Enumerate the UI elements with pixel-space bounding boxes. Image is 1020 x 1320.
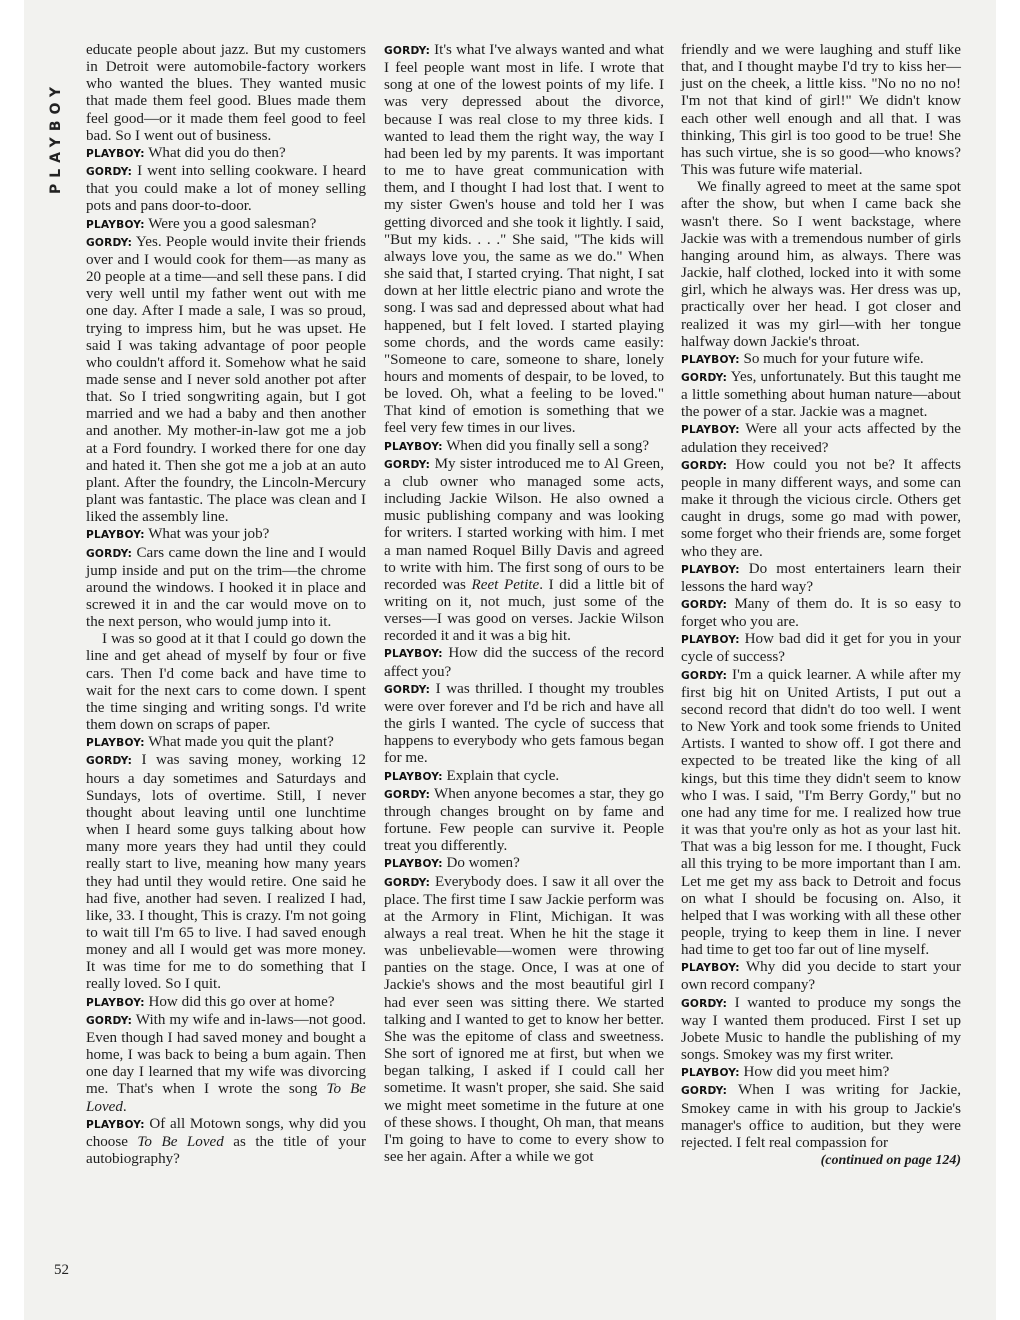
speaker-label: PLAYBOY: <box>681 1067 740 1080</box>
interview-paragraph <box>86 994 366 1012</box>
interview-paragraph <box>681 179 961 351</box>
playboy-masthead: PLAYBOY <box>48 80 64 194</box>
interview-paragraph <box>384 42 664 438</box>
speaker-label: PLAYBOY: <box>384 648 443 661</box>
paragraph-text: How did you meet him? <box>743 1064 890 1081</box>
text-column-1 <box>86 42 366 1168</box>
paragraph-text: How did this go over at home? <box>148 993 335 1010</box>
speaker-label: GORDY: <box>681 997 728 1010</box>
speaker-label: PLAYBOY: <box>86 996 145 1009</box>
interview-paragraph <box>681 1064 961 1082</box>
paragraph-text: I went into selling cookware. I heard that you could make a lot of money selling pots and pans door-to-door. <box>86 163 366 215</box>
paragraph-text: Explain that cycle. <box>446 767 560 784</box>
speaker-label: GORDY: <box>681 1085 728 1098</box>
paragraph-text: Cars came down the line and I would jump inside and put on the trim—the chrome around the windows. I hooked it in place and screwed it in and the car would move on to the next person, who would jump into it. <box>86 544 366 631</box>
speaker-label: GORDY: <box>681 459 728 472</box>
interview-paragraph <box>384 874 664 1167</box>
speaker-label: PLAYBOY: <box>384 858 443 871</box>
paragraph-text: How could you not be? It affects people in many different ways, and some can make it through the vicious circle. Others get caught in drugs, some go mad with power, some forget who their friends are, some forget who they are. <box>681 456 961 560</box>
paragraph-text: Were all your acts affected by the adulation they received? <box>681 421 961 456</box>
speaker-label: PLAYBOY: <box>86 218 145 231</box>
paragraph-text: How did the success of the record affect you? <box>384 645 664 680</box>
paragraph-text: When I was writing for Jackie, Smokey came in with his group to Jackie's manager's office to audition, but they were rejected. I felt real compassion for <box>681 1082 961 1151</box>
interview-paragraph <box>86 752 366 993</box>
interview-paragraph <box>86 42 366 145</box>
interview-paragraph <box>86 734 366 752</box>
paragraph-text: I was thrilled. I thought my troubles were over forever and I'd be rich and have all the girls I wanted. The cycle of success that happens to everybody who gets famous began for me. <box>384 680 664 767</box>
interview-paragraph <box>384 768 664 786</box>
speaker-label: GORDY: <box>86 547 133 560</box>
speaker-label: PLAYBOY: <box>384 440 443 453</box>
paragraph-text: Everybody does. I saw it all over the place. The first time I saw Jackie perform was at the Armory in Flint, Michigan. It was always a real treat. When he hit the stage it was unbelievable—women were throwing panties on the stage. Once, I was at one of Jackie's shows and the most beautiful girl I had ever seen was sitting there. We started talking and I wanted to get to know her better. She was the epitome of class and sweetness. She sort of ignored me at first, but when we began talking, I asked if I could call her sometime. It wasn't proper, she said. She said we might meet sometime in the future at one of these shows. I thought, Oh man, that means I'm going to have to come to every show to see her again. After a while we got <box>384 873 664 1165</box>
paragraph-text: Yes. People would invite their friends over and I would cook for them—as many as 20 people at a time—and sell these pans. I did very well until my father went out with me one day. After I made a sale, I was so proud, trying to impress him, but he was upset. He said I was taking advantage of poor people who couldn't afford it. Somehow what he said made sense and I never sold another pot after that. So I tried songwriting again, but I got married and we had a baby and then another and another. My mother-in-law got me a job at a Ford foundry. I worked there for one day and hated it. Then she got me a job at an auto plant. After the foundry, the Lincoln-Mercury plant was fantastic. The place was clean and I liked the assembly line. <box>86 233 366 526</box>
paragraph-text: Do most entertainers learn their lessons the hard way? <box>681 560 961 595</box>
text-column-2 <box>384 42 664 1166</box>
interview-paragraph <box>86 1012 366 1116</box>
speaker-label: GORDY: <box>86 236 133 249</box>
speaker-label: GORDY: <box>384 876 431 889</box>
interview-paragraph <box>86 234 366 527</box>
continued-note: (continued on page 124) <box>820 1153 961 1168</box>
interview-paragraph <box>681 457 961 561</box>
paragraph-text: It's what I've always wanted and what I feel people want most in life. I wrote that song at one of the lowest points of my life. I was very depressed about the divorce, because I was real close to my three kids. I wanted to lead them the right way, the way I had been led by my parents. It was important to me to have great communication with them, and I thought I had lost that. I went to my sister Gwen's house and told her I was getting divorced and she took it lightly. I said, "But my kids. . . ." She said, "The kids will always love you, the same as we do." When she said that, I started crying. That night, I sat down at her little electric piano and wrote the song. I was sad and depressed about what had happened, but I felt loved. I started playing some chords, and the words came easily: "Someone to care, someone to share, lonely hours and moments of despair, to be loved, to be loved. Oh, what a feeling to be loved." That kind of emotion is something that we feel very few times in our lives. <box>384 42 665 437</box>
speaker-label: GORDY: <box>384 45 431 57</box>
speaker-label: GORDY: <box>681 669 728 682</box>
speaker-label: PLAYBOY: <box>384 770 443 783</box>
speaker-label: GORDY: <box>384 683 431 696</box>
interview-paragraph <box>681 351 961 369</box>
paragraph-text: I was so good at it that I could go down the line and get ahead of myself by four or five cars. Then I'd come back and have time to wait for the next cars to come down. I spent the time singing and writing songs. I'd write them down on scraps of paper. <box>86 631 366 734</box>
interview-paragraph <box>681 959 961 994</box>
paragraph-text: When did you finally sell a song? <box>446 437 650 454</box>
speaker-label: PLAYBOY: <box>681 962 740 975</box>
speaker-label: GORDY: <box>86 1014 133 1027</box>
speaker-label: PLAYBOY: <box>681 634 740 647</box>
paragraph-text: When anyone becomes a star, they go through changes brought on by fame and fortune. Few people can survive it. People treat you differently. <box>384 785 664 855</box>
interview-paragraph <box>681 561 961 596</box>
paragraph-text: friendly and we were laughing and stuff like that, and I thought maybe I'd try to kiss her—just on the cheek, a little kiss. "No no no no! I'm not that kind of girl!" We didn't know each other well enough and all that. I was thinking, This girl is too good to be true! She has such virtue, she is so good—who knows? This was future wife material. <box>681 42 961 179</box>
speaker-label: GORDY: <box>86 755 133 768</box>
speaker-label: PLAYBOY: <box>681 353 740 366</box>
interview-paragraph <box>384 438 664 456</box>
interview-paragraph <box>681 369 961 421</box>
interview-paragraph <box>384 645 664 680</box>
paragraph-text: Yes, unfortunately. But this taught me a little something about human nature—about the power of a star. Jackie was a magnet. <box>681 368 961 421</box>
interview-paragraph <box>86 545 366 632</box>
paragraph-text: How bad did it get for you in your cycle of success? <box>681 631 961 666</box>
speaker-label: GORDY: <box>384 788 431 801</box>
paragraph-text: Were you a good salesman? <box>148 215 317 232</box>
interview-paragraph <box>86 163 366 215</box>
interview-paragraph <box>681 42 961 179</box>
interview-paragraph <box>681 631 961 666</box>
speaker-label: PLAYBOY: <box>86 529 145 542</box>
paragraph-text: What made you quit the plant? <box>148 734 334 751</box>
paragraph-text: My sister introduced me to Al Green, a club owner who managed some acts, including Jackie Wilson. He also owned a music publishing company and was looking for writers. I started working with him. I met a man named Roquel Billy Davis and agreed to write with him. The first song of ours to be recorded was Reet Petite. I did a little bit of writing on it, not much, just some of the verses—I was good on verses. Jackie Wilson recorded it and it was a big hit. <box>384 455 664 645</box>
interview-paragraph <box>681 995 961 1065</box>
speaker-label: PLAYBOY: <box>86 737 145 750</box>
paragraph-text: educate people about jazz. But my customers in Detroit were automobile-factory workers who wanted the blues. They wanted music that made them feel good. Blues made them feel good—or it made them feel good to feel bad. So I went out of business. <box>86 42 366 144</box>
speaker-label: GORDY: <box>86 166 133 179</box>
speaker-label: GORDY: <box>681 371 728 384</box>
speaker-label: GORDY: <box>681 599 728 611</box>
speaker-label: PLAYBOY: <box>86 147 145 160</box>
paragraph-text: Of all Motown songs, why did you choose To Be Loved as the title of your autobiography? <box>86 1115 366 1167</box>
paragraph-text: What did you do then? <box>148 144 286 161</box>
interview-paragraph <box>384 456 664 646</box>
page-number: 52 <box>54 1262 69 1278</box>
interview-paragraph <box>86 145 366 163</box>
paragraph-text: We finally agreed to meet at the same spot after the show, but when I came back she wasn't there. So I went backstage, where Jackie was with a tremendous number of girls hanging around him, as always. There was Jackie, half clothed, locked into it with some girl, which he always was. Her dress was up, practically over her head. I got closer and realized it was my girl—with her tongue halfway down Jackie's throat. <box>681 179 961 350</box>
paragraph-text: Many of them do. It is so easy to forget who you are. <box>681 596 961 631</box>
interview-paragraph <box>681 421 961 456</box>
paragraph-text: So much for your future wife. <box>743 350 924 367</box>
paragraph-text: Do women? <box>446 855 520 872</box>
interview-paragraph <box>681 667 961 960</box>
paragraph-text: I'm a quick learner. A while after my first big hit on United Artists, I put out a second record that didn't do too well. I went to New York and took some friends to United Artists. I wanted to show off. I got there and expected to be treated like the king of all kings, but this time they didn't seem to know who I was. I said, "I'm Berry Gordy," but no one had any time for me. I realized how true it was that you're only as hot as your last hit. That was a big lesson for me. I thought, Fuck all this trying to be more important than I am. Let me get my ass back to Detroit and focus on what I should be focusing on. Also, it helped that I was working with all these other people, trying to keep them in line. I never had time to get too far out of line myself. <box>681 666 961 959</box>
interview-paragraph <box>384 855 664 873</box>
interview-paragraph <box>384 786 664 856</box>
paragraph-text: I wanted to produce my songs the way I wanted them produced. First I set up Jobete Music to handle the publishing of my songs. Smokey was my first writer. <box>681 994 961 1064</box>
speaker-label: PLAYBOY: <box>681 563 740 576</box>
paragraph-text: Why did you decide to start your own record company? <box>681 959 961 994</box>
paragraph-text: What was your job? <box>148 526 270 543</box>
interview-paragraph <box>86 526 366 544</box>
paragraph-text: With my wife and in-laws—not good. Even though I had saved money and bought a home, I was back to being a bum again. Then one day I learned that my wife was divorcing me. That's when I wrote the song To Be Loved. <box>86 1011 366 1115</box>
text-column-3 <box>681 42 961 1169</box>
interview-paragraph <box>384 681 664 768</box>
interview-paragraph <box>86 216 366 234</box>
interview-paragraph <box>681 596 961 631</box>
paragraph-text: I was saving money, working 12 hours a day sometimes and Saturdays and Sundays, lots of overtime. Still, I never thought about leaving until one lunchtime when I heard some guys talking about how many more years they had until they could really start to live, meaning how many years they had until they would retire. One said he had five, another had seven. I realized I had, like, 33. I thought, This is crazy. I'm not going to wait till I'm 65 to live. I had saved enough money and all I would get was more money. It was time for me to do something that I really loved. So I quit. <box>86 752 366 993</box>
speaker-label: GORDY: <box>384 458 431 471</box>
interview-paragraph <box>681 1082 961 1152</box>
interview-paragraph <box>86 631 366 734</box>
interview-paragraph <box>86 1116 366 1168</box>
speaker-label: PLAYBOY: <box>86 1118 145 1131</box>
speaker-label: PLAYBOY: <box>681 424 740 437</box>
